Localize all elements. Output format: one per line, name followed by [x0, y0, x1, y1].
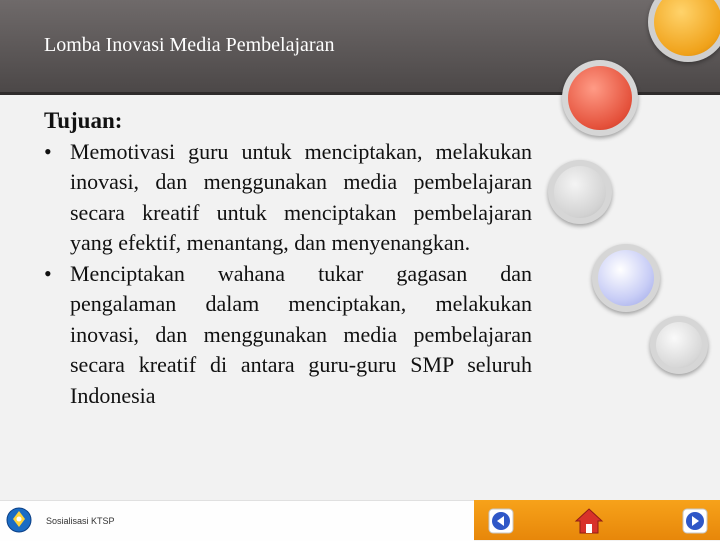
slide-body — [44, 106, 532, 411]
bullet-item — [44, 259, 532, 412]
bullet-marker: • — [44, 260, 52, 286]
slide-header-title: Lomba Inovasi Media Pembelajaran — [44, 34, 335, 56]
footer-nav-bar — [474, 500, 720, 540]
slide-footer — [0, 500, 720, 540]
home-icon[interactable] — [574, 506, 604, 536]
bullet-text: Menciptakan wahana tukar gagasan dan pengalaman dalam menciptakan, melakukan inovasi, dan menggunakan media pembelajaran secara kreatif di antara guru-guru SMP seluruh Indonesia — [70, 260, 532, 408]
decorative-red-circle — [562, 60, 638, 136]
decorative-light-circle — [650, 316, 708, 374]
decorative-grey-circle — [548, 160, 612, 224]
bullet-text: Memotivasi guru untuk menciptakan, melakukan inovasi, dan menggunakan media pembelajaran secara kreatif untuk menciptakan pembelajaran yang efektif, menantang, dan menyenangkan. — [70, 138, 532, 255]
bullet-marker: • — [44, 138, 52, 164]
bullet-list — [44, 137, 532, 412]
decorative-blue-circle — [592, 244, 660, 312]
footer-left-panel — [0, 500, 474, 541]
bullet-item — [44, 137, 532, 259]
tut-wuri-handayani-logo-icon — [6, 507, 32, 533]
footer-label: Sosialisasi KTSP — [46, 516, 115, 526]
section-heading: Tujuan: — [44, 108, 123, 133]
arrow-right-icon[interactable] — [682, 508, 708, 534]
arrow-left-icon[interactable] — [488, 508, 514, 534]
